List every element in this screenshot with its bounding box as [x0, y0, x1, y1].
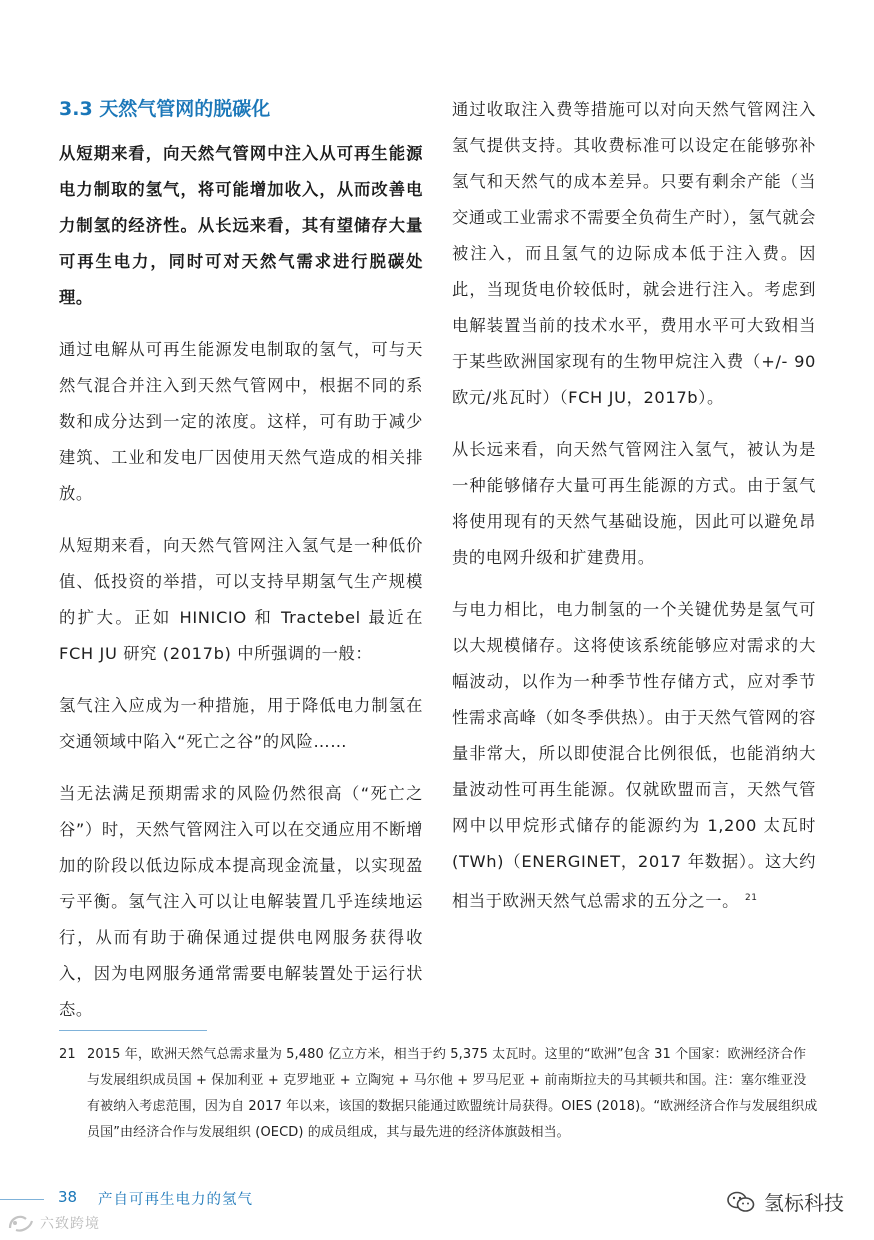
- quote-paragraph: 氢气注入应成为一种措施，用于降低电力制氢在交通领域中陷入“死亡之谷”的风险……: [59, 696, 423, 751]
- footnote-number: 21: [59, 1047, 76, 1062]
- brand-name: 氢标科技: [764, 1191, 844, 1215]
- paragraph: 从短期来看，向天然气管网注入氢气是一种低价值、低投资的举措，可以支持早期氢气生产规模的扩大。正如 HINICIO 和 Tractebel 最近在 FCH JU 研究 (2017b) 中所强调的一般：: [59, 536, 423, 663]
- paragraph: 通过收取注入费等措施可以对向天然气管网注入氢气提供支持。其收费标准可以设定在能够弥补氢气和天然气的成本差异。只要有剩余产能（当交通或工业需求不需要全负荷生产时），氢气就会被注入，而且氢气的边际成本低于注入费。因此，当现货电价较低时，就会进行注入。考虑到电解装置当前的技术水平，费用水平可大致相当于某些欧洲国家现有的生物甲烷注入费（+/- 90 欧元/兆瓦时）（FCH JU，2017b）。: [452, 100, 816, 407]
- paragraph: 当无法满足预期需求的风险仍然很高（“死亡之谷”）时，天然气管网注入可以在交通应用不断增加的阶段以低边际成本提高现金流量，以实现盈亏平衡。氢气注入可以让电解装置几乎连续地运行，从而有助于确保通过提供电网服务获得收入，因为电网服务通常需要电解装置处于运行状态。: [59, 784, 423, 1019]
- right-column: [452, 92, 816, 935]
- footnote-divider: [59, 1030, 207, 1031]
- left-column: [59, 96, 423, 1044]
- watermark-logo-icon: [6, 1212, 36, 1234]
- paragraph: 通过电解从可再生能源发电制取的氢气，可与天然气混合并注入到天然气管网中，根据不同的系数和成分达到一定的浓度。这样，可有助于减少建筑、工业和发电厂因使用天然气造成的相关排放。: [59, 340, 423, 503]
- paragraph-with-footnote: [452, 592, 816, 919]
- section-title: 3.3 天然气管网的脱碳化: [59, 98, 271, 120]
- footnote-reference[interactable]: 21: [744, 893, 758, 903]
- wechat-brand: [726, 1187, 844, 1216]
- page-number: 38: [58, 1188, 78, 1206]
- running-title: 产自可再生电力的氢气: [98, 1192, 253, 1208]
- watermark-text: 六致跨境: [40, 1216, 100, 1232]
- footnote: [59, 1042, 819, 1146]
- paragraph: 从长远来看，向天然气管网注入氢气，被认为是一种能够储存大量可再生能源的方式。由于氢气将使用现有的天然气基础设施，因此可以避免昂贵的电网升级和扩建费用。: [452, 440, 816, 567]
- wechat-icon: [726, 1190, 756, 1214]
- footer-divider: [0, 1199, 44, 1200]
- lead-paragraph: 从短期来看，向天然气管网中注入从可再生能源电力制取的氢气，将可能增加收入，从而改善电力制氢的经济性。从长远来看，其有望储存大量可再生电力，同时可对天然气需求进行脱碳处理。: [59, 144, 423, 307]
- watermark: [6, 1212, 100, 1234]
- paragraph-text: 与电力相比，电力制氢的一个关键优势是氢气可以大规模储存。这将使该系统能够应对需求的大幅波动，以作为一种季节性存储方式，应对季节性需求高峰（如冬季供热）。由于天然气管网的容量非常大，所以即使混合比例很低，也能消纳大量波动性可再生能源。仅就欧盟而言，天然气管网中以甲烷形式储存的能源约为 1,200 太瓦时 (TWh)（ENERGINET，2017 年数据）。这大约相当于欧洲天然气总需求的五分之一。: [452, 600, 816, 911]
- footnote-text: 2015 年，欧洲天然气总需求量为 5,480 亿立方米，相当于约 5,375 太瓦时。这里的“欧洲”包含 31 个国家：欧洲经济合作与发展组织成员国 + 保加利亚 + 克罗地亚 + 立陶宛 + 马尔他 + 罗马尼亚 + 前南斯拉夫的马其顿共和国。注：塞尔维亚没有被纳入考虑范围，因为自 2017 年以来，该国的数据只能通过欧盟统计局获得。OIES (2018)。“欧洲经济合作与发展组织成员国”由经济合作与发展组织 (OECD) 的成员组成，其与最先进的经济体旗鼓相当。: [87, 1047, 818, 1140]
